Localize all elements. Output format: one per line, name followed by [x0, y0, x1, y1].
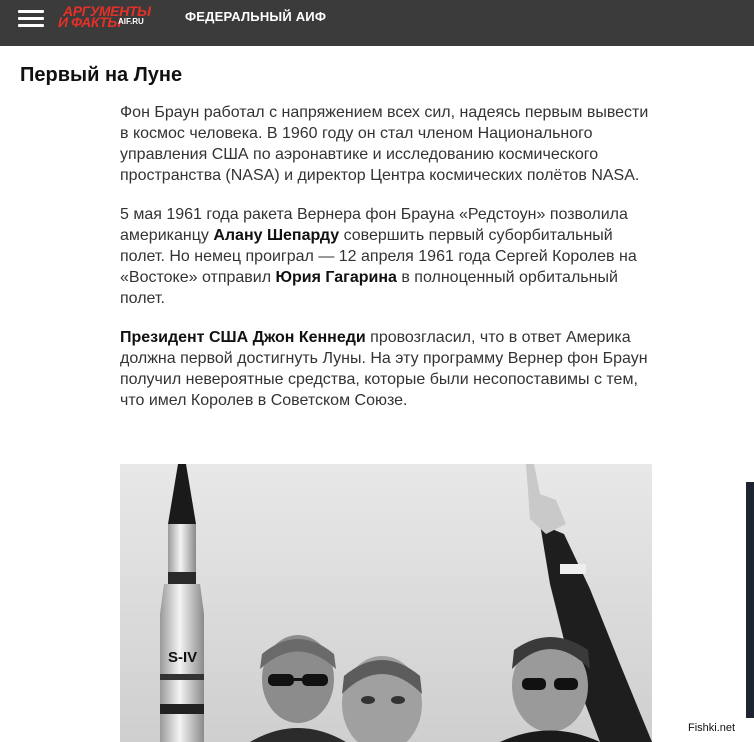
nav-federal-aif[interactable]: ФЕДЕРАЛЬНЫЙ АИФ [185, 9, 327, 24]
name-yuri-gagarin: Юрия Гагарина [275, 269, 397, 286]
top-bar [0, 0, 754, 46]
article-body [120, 102, 655, 429]
name-alan-shepard: Алану Шепарду [213, 227, 340, 244]
p2-text-c: совершить первый суборбитальный полет. Но немец проиграл — 12 апреля 1961 года Сергей Королев на «Востоке» отправил [120, 227, 637, 286]
paragraph-2 [120, 204, 655, 309]
menu-bar-3 [18, 24, 44, 27]
menu-bar-1 [18, 10, 44, 13]
photo-illustration [120, 464, 652, 742]
paragraph-1: Фон Браун работал с напряжением всех сил, надеясь первым вывести в космос человека. В 1960 году он стал членом Национального управления США по аэронавтике и исследованию космического пространства (NASA) и директор Центра космических полётов NASA. [120, 104, 649, 184]
logo-domain: AIF.RU [118, 17, 144, 26]
side-ad-strip [746, 482, 754, 718]
site-logo[interactable] [57, 4, 157, 30]
hamburger-menu-icon[interactable] [18, 7, 44, 29]
section-title: Первый на Луне [20, 64, 183, 86]
p3-text-b: провозгласил, что в ответ Америка должна первой достигнуть Луны. На эту программу Вернер фон Браун получил невероятные средства, которые были несопоставимы с тем, что имел Королев в Советском Союзе. [120, 329, 648, 409]
watermark: Fishki.net [688, 722, 736, 734]
p2-text-e: в полноценный орбитальный полет. [120, 269, 618, 307]
article-photo [120, 464, 652, 742]
person-center [342, 656, 422, 742]
menu-bar-2 [18, 17, 44, 20]
p2-text-a: 5 мая 1961 года ракета Вернера фон Брауна «Редстоун» позволила американцу [120, 206, 628, 244]
logo-line-2: И ФАКТЫ [58, 14, 121, 30]
rocket-label: S-IV [168, 649, 198, 666]
paragraph-3 [120, 327, 655, 411]
name-president-kennedy: Президент США Джон Кеннеди [120, 329, 366, 346]
logo-line-1: АРГУМЕНТЫ [63, 3, 151, 19]
